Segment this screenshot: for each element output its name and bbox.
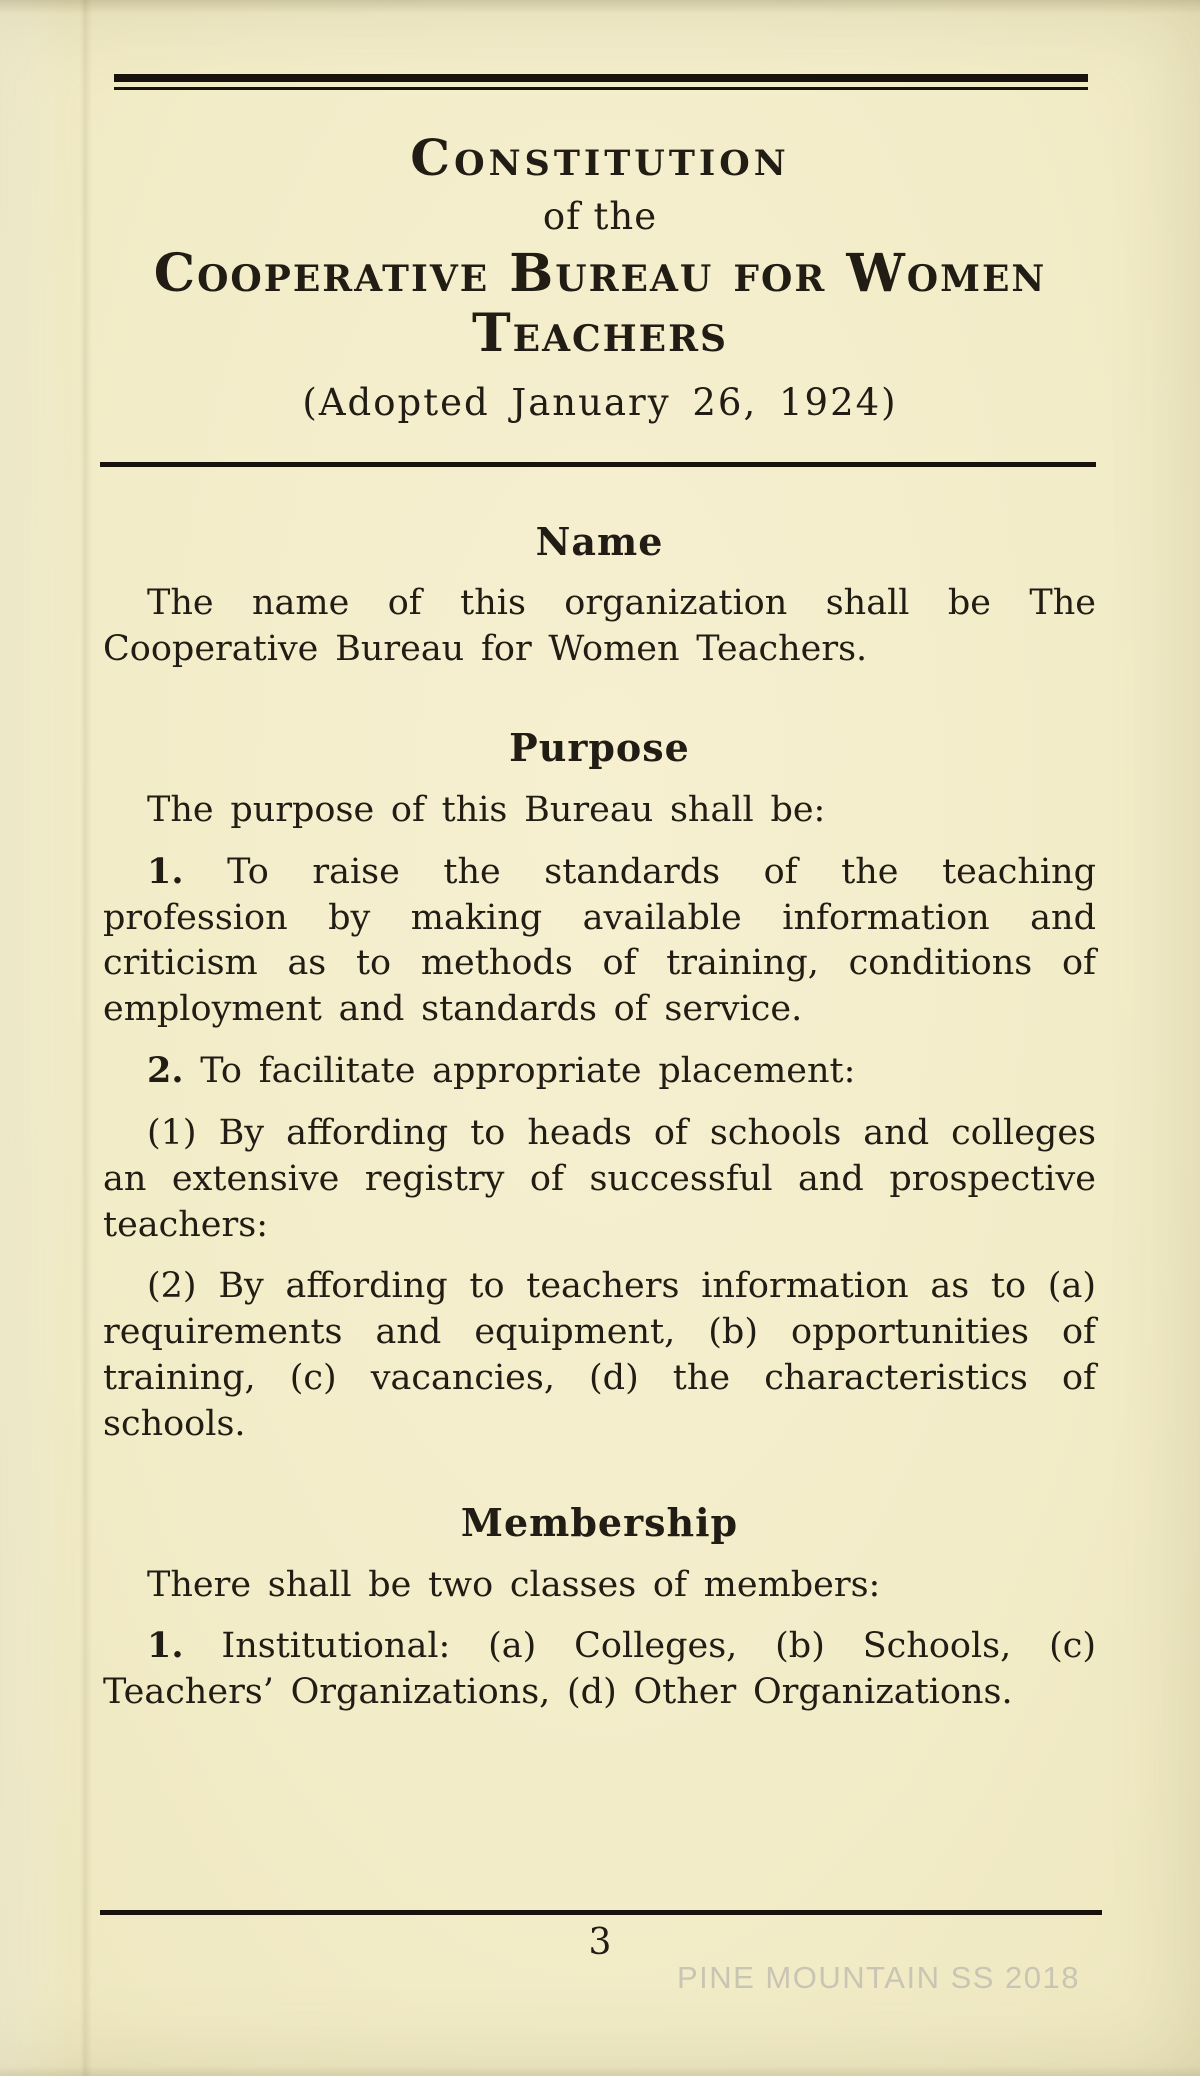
paragraph-lead: 1. — [147, 1625, 184, 1667]
paragraph — [103, 787, 1096, 834]
title-connector: of the — [542, 195, 658, 238]
divider-rule — [100, 462, 1096, 467]
organization-title-line2: Teachers — [471, 303, 729, 365]
paragraph — [103, 849, 1096, 1033]
section-heading-name: Name — [535, 518, 664, 564]
top-double-rule-inner — [114, 87, 1088, 90]
top-double-rule — [114, 74, 1088, 90]
document-title: Constitution — [410, 128, 790, 187]
paragraph-text: (2) By affording to teachers information as to (a) requirements and equipment, (b) opportunities of training, (c) vacancies, (d) the characteristics of schools. — [103, 1266, 1096, 1444]
paragraph-text: The purpose of this Bureau shall be: — [147, 789, 826, 830]
section-heading-purpose: Purpose — [509, 725, 690, 771]
paragraph — [103, 1623, 1096, 1716]
paragraph-text: There shall be two classes of members: — [147, 1564, 881, 1605]
paragraph — [103, 1263, 1096, 1447]
paragraph-text: To raise the standards of the teaching profession by making available information and criticism as to methods of training, conditions of employment and standards of service. — [103, 851, 1096, 1030]
organization-title — [0, 244, 1200, 365]
organization-title-line1: Cooperative Bureau for Women — [153, 243, 1047, 304]
paragraph-text: To facilitate appropriate placement: — [183, 1051, 856, 1092]
watermark-text: PINE MOUNTAIN SS 2018 — [676, 1960, 1080, 1995]
paragraph — [103, 1110, 1096, 1249]
paragraph — [103, 1048, 1096, 1095]
paragraph-lead: 2. — [147, 1050, 184, 1092]
paragraph-text: Institutional: (a) Colleges, (b) Schools, (c) Teachers’ Organizations, (d) Other Organizations. — [103, 1626, 1096, 1713]
adopted-date-line: (Adopted January 26, 1924) — [302, 380, 898, 424]
section-heading-membership: Membership — [460, 1499, 739, 1545]
paragraph-lead: 1. — [147, 850, 184, 892]
footer-rule — [100, 1910, 1102, 1915]
paragraph — [103, 1562, 1096, 1609]
page-number: 3 — [588, 1922, 612, 1963]
document-body — [103, 517, 1096, 1716]
paragraph — [103, 580, 1096, 673]
paragraph-text: (1) By affording to heads of schools and colleges an extensive registry of successful and prospective teachers: — [103, 1112, 1096, 1245]
paragraph-text: The name of this organization shall be The Cooperative Bureau for Women Teachers. — [103, 583, 1096, 670]
